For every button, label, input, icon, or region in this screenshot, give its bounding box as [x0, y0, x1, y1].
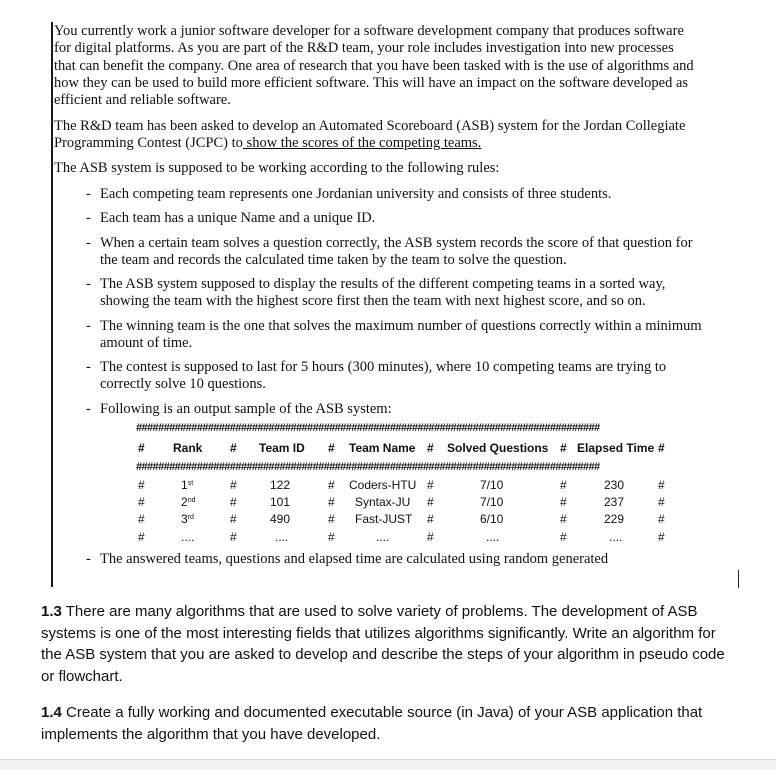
rank-cell — [181, 495, 195, 509]
hash-mark: # — [658, 441, 665, 455]
question-number: 1.4 — [41, 704, 62, 721]
hash-mark: # — [230, 478, 237, 492]
intro-line: efficient and reliable software. — [54, 92, 231, 109]
header-team-id: Team ID — [259, 441, 305, 455]
intro-line: how they can be used to build more efficient software. This will have an impact on the software developed as — [54, 74, 689, 91]
hash-mark: # — [427, 512, 434, 526]
hash-separator: #################################################################################### — [136, 422, 600, 434]
solved-cell: 7/10 — [480, 478, 504, 492]
bullet-text: the team and records the calculated time taken by the team to solve the question. — [100, 252, 567, 269]
question-number: 1.3 — [41, 603, 62, 620]
rank-number: 3 — [181, 512, 188, 526]
hash-mark: # — [230, 441, 237, 455]
hash-mark: # — [230, 495, 237, 509]
hash-mark: # — [138, 441, 145, 455]
elapsed-cell: 230 — [604, 478, 625, 492]
hash-mark: # — [560, 478, 567, 492]
bullet-dash: - — [86, 401, 91, 417]
bullet-item — [100, 401, 720, 418]
hash-mark: # — [560, 441, 567, 455]
bullet-item — [100, 210, 720, 227]
header-team-name: Team Name — [349, 441, 416, 455]
rank-cell: .... — [181, 530, 195, 544]
bullet-dash: - — [86, 210, 91, 226]
hash-mark: # — [328, 512, 335, 526]
elapsed-cell: 237 — [604, 495, 625, 509]
question-1-4 — [41, 702, 741, 745]
bullet-item — [100, 235, 720, 270]
question-1-3 — [41, 601, 741, 687]
bullet-text: Each team has a unique Name and a unique ID. — [100, 210, 376, 226]
hash-mark: # — [328, 441, 335, 455]
question-text: implements the algorithm that you have developed. — [41, 725, 381, 743]
rules-intro-text: The ASB system is supposed to be working according to the following rules: — [54, 160, 500, 176]
team-id-cell: 490 — [270, 512, 291, 526]
elapsed-cell: .... — [609, 530, 623, 544]
text-cursor — [738, 570, 739, 588]
bullet-text: showing the team with the highest score first then the team with next highest score, and so on. — [100, 293, 646, 310]
rank-cell — [181, 478, 193, 492]
hash-mark: # — [427, 495, 434, 509]
header-elapsed: Elapsed Time — [577, 441, 655, 455]
hash-mark: # — [138, 478, 145, 492]
intro-line: for digital platforms. As you are part of the R&D team, your role includes investigation into new processes — [54, 40, 674, 57]
hash-mark: # — [658, 512, 665, 526]
rank-cell — [181, 512, 194, 526]
bullet-text: The answered teams, questions and elapsed time are calculated using random generated — [100, 551, 609, 567]
rd-line: The R&D team has been asked to develop an Automated Scoreboard (ASB) system for the Jordan Collegiate — [54, 118, 686, 134]
page-bottom-edge — [0, 759, 776, 770]
rank-suffix: rd — [187, 514, 194, 521]
hash-mark: # — [138, 495, 145, 509]
bullet-item — [100, 551, 720, 568]
hash-mark: # — [560, 530, 567, 544]
bullet-dash: - — [86, 318, 91, 334]
hash-mark: # — [427, 478, 434, 492]
hash-separator: #################################################################################### — [136, 461, 600, 473]
question-text: or flowchart. — [41, 667, 123, 685]
bullet-text: Following is an output sample of the ASB system: — [100, 401, 392, 417]
rules-intro — [54, 160, 704, 177]
question-text: the ASB system that you are asked to develop and describe the steps of your algorithm in pseudo code — [41, 646, 725, 663]
bullet-item — [100, 359, 720, 394]
team-id-cell: 101 — [270, 495, 291, 509]
team-id-cell: .... — [275, 530, 289, 544]
bullet-dash: - — [86, 235, 91, 251]
bullet-text: When a certain team solves a question correctly, the ASB system records the score of that question for — [100, 235, 693, 251]
solved-cell: .... — [486, 530, 500, 544]
bullet-dash: - — [86, 359, 91, 375]
rd-line-2 — [54, 135, 704, 152]
team-name-cell: Fast-JUST — [355, 512, 413, 526]
team-name-cell: .... — [376, 530, 390, 544]
intro-paragraph — [54, 23, 704, 109]
hash-mark: # — [658, 495, 665, 509]
hash-mark: # — [427, 441, 434, 455]
table-row — [136, 478, 672, 494]
hash-mark: # — [138, 530, 145, 544]
header-solved: Solved Questions — [447, 441, 549, 455]
solved-cell: 6/10 — [480, 512, 504, 526]
table-row — [136, 512, 672, 528]
table-row — [136, 530, 672, 546]
hash-mark: # — [328, 478, 335, 492]
question-text: There are many algorithms that are used to solve variety of problems. The development of ASB — [61, 603, 698, 620]
bullet-text: The winning team is the one that solves the maximum number of questions correctly within a minimum — [100, 318, 702, 334]
hash-mark: # — [230, 530, 237, 544]
intro-line: You currently work a junior software developer for a software development company that produces software — [54, 23, 684, 39]
left-margin-bar — [51, 22, 53, 587]
bullet-text: amount of time. — [100, 335, 193, 352]
bullet-item — [100, 276, 720, 311]
question-text: systems is one of the most interesting fields that utilizes algorithms significantly. Write an algorithm for — [41, 624, 716, 642]
bullet-text: The ASB system supposed to display the results of the different competing teams in a sorted way, — [100, 276, 666, 292]
hash-mark: # — [658, 530, 665, 544]
rd-paragraph — [54, 118, 704, 153]
rank-suffix: st — [187, 480, 194, 487]
bullet-text: Each competing team represents one Jordanian university and consists of three students. — [100, 186, 612, 202]
bullet-text: correctly solve 10 questions. — [100, 376, 266, 393]
rank-suffix: nd — [187, 497, 196, 504]
bullet-dash: - — [86, 551, 91, 567]
question-text: Create a fully working and documented executable source (in Java) of your ASB application that — [61, 704, 703, 721]
team-id-cell: 122 — [270, 478, 291, 492]
rd-line-underlined: show the scores of the competing teams. — [242, 135, 482, 152]
hash-mark: # — [328, 495, 335, 509]
intro-line: that can benefit the company. One area of research that you have been tasked with is the use of algorithms and — [54, 57, 694, 74]
rd-line-plain: Programming Contest (JCPC) to — [54, 135, 243, 152]
elapsed-cell: 229 — [604, 512, 625, 526]
hash-mark: # — [427, 530, 434, 544]
bullet-item — [100, 186, 720, 203]
rank-number: 2 — [181, 495, 188, 509]
team-name-cell: Syntax-JU — [355, 495, 411, 509]
table-header-row — [136, 441, 672, 457]
bullet-item — [100, 318, 720, 353]
bullet-dash: - — [86, 186, 91, 202]
table-row — [136, 495, 672, 511]
hash-mark: # — [658, 478, 665, 492]
asb-output-table — [136, 421, 672, 546]
hash-mark: # — [138, 512, 145, 526]
hash-mark: # — [560, 512, 567, 526]
team-name-cell: Coders-HTU — [349, 478, 417, 492]
hash-mark: # — [560, 495, 567, 509]
bullet-text: The contest is supposed to last for 5 hours (300 minutes), where 10 competing teams are trying to — [100, 359, 667, 375]
rank-number: 1 — [181, 478, 188, 492]
solved-cell: 7/10 — [480, 495, 504, 509]
bullet-dash: - — [86, 276, 91, 292]
header-rank: Rank — [173, 441, 203, 455]
hash-mark: # — [230, 512, 237, 526]
hash-mark: # — [328, 530, 335, 544]
